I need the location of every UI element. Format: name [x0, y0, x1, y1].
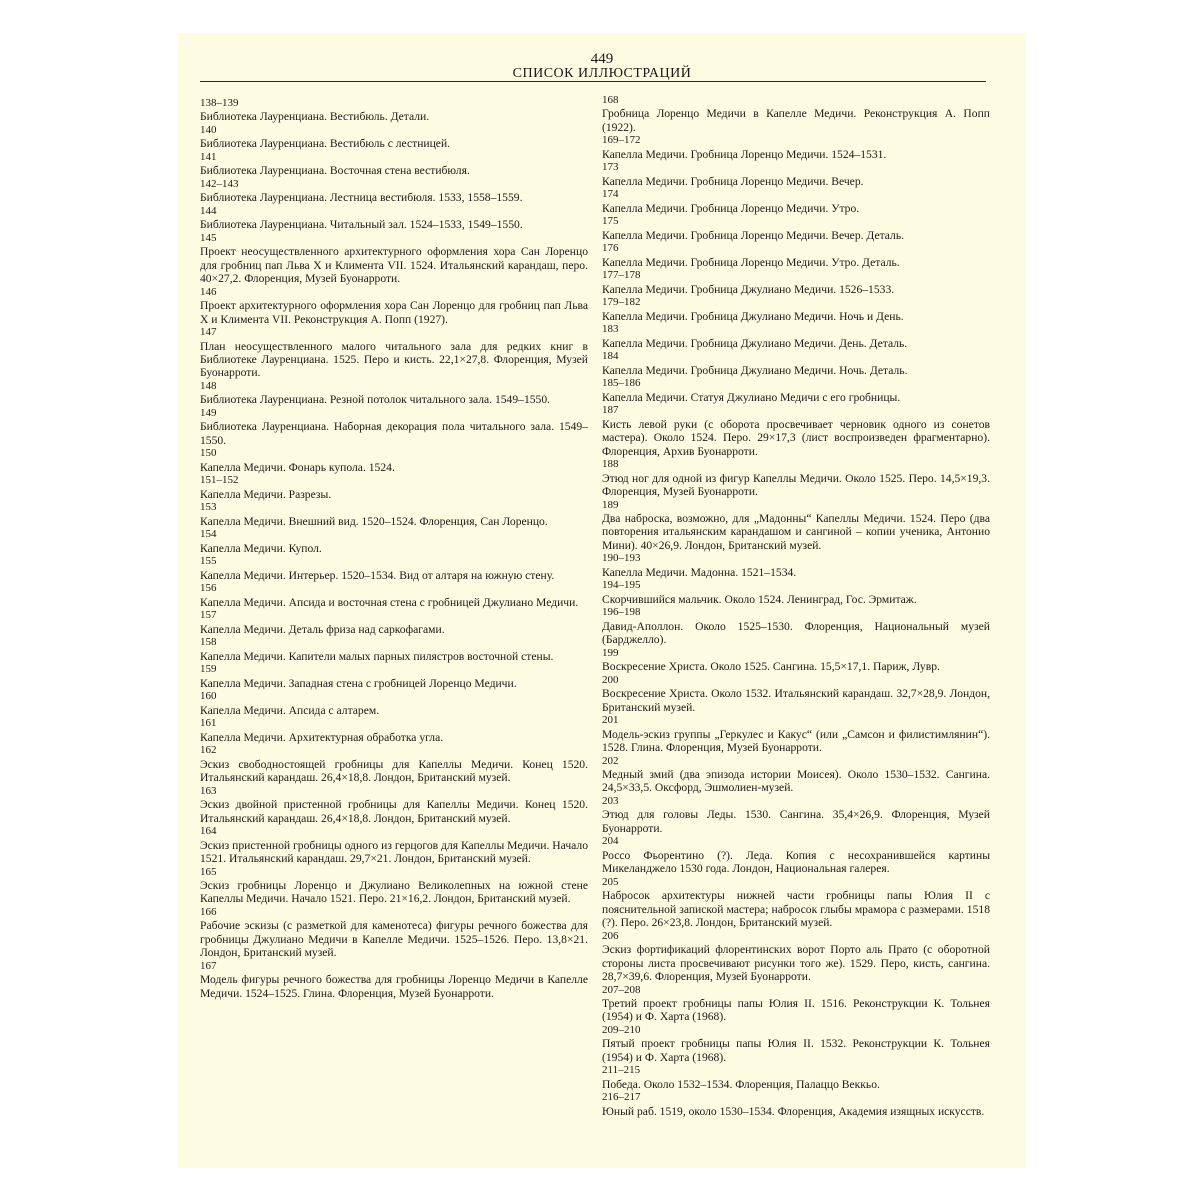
illustration-number: 176	[602, 242, 619, 255]
illustration-number: 199	[602, 646, 619, 659]
illustration-entry	[200, 151, 588, 178]
illustration-number: 164	[200, 825, 217, 838]
left-column	[200, 97, 588, 1000]
illustration-caption: Юный раб. 1519, около 1530–1534. Флоренция, Академия изящных искусств.	[602, 1104, 985, 1118]
illustration-caption: Капелла Медичи. Деталь фриза над саркофагами.	[200, 622, 445, 636]
illustration-caption: Библиотека Лауренциана. Восточная стена вестибюля.	[200, 164, 470, 178]
illustration-entry	[602, 242, 990, 269]
illustration-entry	[602, 215, 990, 242]
illustration-entry	[602, 1091, 990, 1118]
illustration-number: 185–186	[602, 377, 641, 390]
illustration-caption: Эскиз гробницы Лоренцо и Джулиано Великолепных на южной стене Капеллы Медичи. Начало 1521. Перо. 21×16,2. Лондон, Британский музей.	[200, 879, 588, 906]
illustration-number: 158	[200, 636, 217, 649]
illustration-caption: Капелла Медичи. Гробница Джулиано Медичи. 1526–1533.	[602, 282, 895, 296]
illustration-caption: Капелла Медичи. Разрезы.	[200, 487, 332, 501]
illustration-number: 173	[602, 161, 619, 174]
illustration-number: 211–215	[602, 1064, 641, 1077]
illustration-entry	[602, 1024, 990, 1064]
book-page	[178, 33, 1026, 1168]
illustration-entry	[602, 606, 990, 646]
illustration-caption: Скорчившийся мальчик. Около 1524. Ленинград, Гос. Эрмитаж.	[602, 592, 917, 606]
illustration-entry	[200, 286, 588, 326]
illustration-entry	[200, 501, 588, 528]
illustration-caption: Эскиз свободностоящей гробницы для Капеллы Медичи. Конец 1520. Итальянский карандаш. 26,4×18,8. Лондон, Британский музей.	[200, 757, 588, 785]
illustration-entry	[602, 323, 990, 350]
illustration-number: 151–152	[200, 474, 239, 487]
illustration-number: 200	[602, 673, 619, 686]
illustration-entry	[602, 269, 990, 296]
illustration-number: 207–208	[602, 983, 641, 996]
illustration-number: 183	[602, 323, 619, 336]
running-title: СПИСОК ИЛЛЮСТРАЦИЙ	[512, 66, 692, 81]
illustration-number: 145	[200, 232, 217, 244]
illustration-entry	[200, 178, 588, 205]
illustration-caption: Давид-Аполлон. Около 1525–1530. Флоренция, Национальный музей (Барджелло).	[602, 619, 990, 647]
illustration-caption: Эскиз фортификаций флорентинских ворот Порто аль Прато (с оборотной стороны листа просвечивают рисунки того же). 1529. Перо, кисть, сангина. 28,7×39,6. Флоренция, Музей Буонарроти.	[602, 943, 990, 983]
illustration-number: 147	[200, 326, 217, 339]
illustration-number: 167	[200, 959, 217, 972]
illustration-number: 150	[200, 447, 217, 460]
illustration-number: 154	[200, 528, 217, 541]
illustration-caption: Воскресение Христа. Около 1525. Сангина. 15,5×17,1. Париж, Лувр.	[602, 660, 940, 674]
illustration-entry	[602, 499, 990, 553]
illustration-entry	[200, 380, 588, 407]
right-column	[602, 94, 990, 1118]
illustration-number: 189	[602, 498, 619, 511]
illustration-number: 156	[200, 582, 217, 595]
illustration-number: 146	[200, 285, 217, 298]
illustration-caption: Пятый проект гробницы папы Юлия II. 1532. Реконструкции К. Тольнея (1954) и Ф. Харта (1968).	[602, 1037, 990, 1064]
illustration-entry	[602, 188, 990, 215]
illustration-number: 155	[200, 555, 217, 568]
illustration-caption: Набросок архитектуры нижней части гробницы папы Юлия II с пояснительной запиской мастера; набросок глыбы мрамора с размерами. 1518 (?). Перо. 26×23,8. Лондон, Британский музей.	[602, 889, 990, 930]
illustration-number: 184	[602, 350, 619, 363]
illustration-entry	[200, 407, 588, 447]
illustration-entry	[602, 647, 990, 674]
illustration-caption: Капелла Медичи. Западная стена с гробницей Лоренцо Медичи.	[200, 676, 517, 690]
illustration-entry	[200, 636, 588, 663]
illustration-entry	[602, 984, 990, 1024]
illustration-caption: Капелла Медичи. Мадонна. 1521–1534.	[602, 565, 797, 579]
illustration-caption: Эскиз двойной пристенной гробницы для Капеллы Медичи. Конец 1520. Итальянский карандаш. 26,4×18,8. Лондон, Британский музей.	[200, 798, 588, 825]
illustration-number: 174	[602, 188, 619, 201]
illustration-caption: Капелла Медичи. Гробница Лоренцо Медичи. 1524–1531.	[602, 147, 887, 161]
illustration-caption: Капелла Медичи. Интерьер. 1520–1534. Вид от алтаря на южную стену.	[200, 568, 555, 582]
illustration-caption: Капелла Медичи. Гробница Лоренцо Медичи. Вечер.	[602, 174, 864, 188]
illustration-caption: Библиотека Лауренциана. Читальный зал. 1524–1533, 1549–1550.	[200, 218, 523, 232]
illustration-entry	[200, 663, 588, 690]
illustration-number: 204	[602, 835, 619, 848]
illustration-number: 203	[602, 795, 619, 808]
illustration-number: 190–193	[602, 552, 641, 565]
illustration-number: 177–178	[602, 269, 641, 282]
illustration-caption: Третий проект гробницы папы Юлия II. 1516. Реконструкции К. Тольнея (1954) и Ф. Харта (1968).	[602, 996, 990, 1024]
illustration-caption: Кисть левой руки (с оборота просвечивает черновик одного из сонетов мастера). Около 1524. Перо. 29×17,3 (лист воспроизведен фрагментарно). Флоренция, Архив Буонарроти.	[602, 417, 990, 458]
illustration-caption: Капелла Медичи. Капители малых парных пилястров восточной стены.	[200, 649, 554, 663]
illustration-entry	[200, 609, 588, 636]
illustration-number: 148	[200, 380, 217, 393]
illustration-number: 205	[602, 875, 619, 888]
illustration-caption: Рабочие эскизы (с разметкой для каменотеса) фигуры речного божества для гробницы Джулиано Медичи в Капелле Медичи. 1525–1526. Перо. 13,8×21. Лондон, Британский музей.	[200, 919, 588, 960]
illustration-caption: План неосуществленного малого читального зала для редких книг в Библиотеке Лауренциана. 1525. Перо и кисть. 22,1×27,8. Флоренция, Музей Буонарроти.	[200, 339, 588, 380]
illustration-entry	[200, 124, 588, 151]
illustration-entry	[200, 960, 588, 1000]
illustration-number: 196–198	[602, 606, 641, 619]
illustration-caption: Капелла Медичи. Гробница Джулиано Медичи. Ночь и День.	[602, 309, 904, 323]
illustration-caption: Этюд ног для одной из фигур Капеллы Медичи. Около 1525. Перо. 14,5×19,3. Флоренция, Музей Буонарроти.	[602, 471, 990, 499]
illustration-caption: Библиотека Лауренциана. Резной потолок читального зала. 1549–1550.	[200, 393, 551, 407]
illustration-number: 163	[200, 784, 217, 797]
illustration-caption: Медный змий (два эпизода истории Моисея). Около 1530–1532. Сангина. 24,5×33,5. Оксфорд, Эшмолиен-музей.	[602, 768, 990, 795]
illustration-entry	[200, 528, 588, 555]
illustration-number: 194–195	[602, 579, 641, 592]
illustration-number: 168	[602, 94, 619, 106]
illustration-number: 166	[200, 906, 217, 919]
illustration-number: 169–172	[602, 134, 641, 147]
illustration-caption: Капелла Медичи. Апсида с алтарем.	[200, 703, 380, 717]
illustration-caption: Гробница Лоренцо Медичи в Капелле Медичи. Реконструкция А. Попп (1922).	[602, 107, 990, 134]
illustration-number: 206	[602, 929, 619, 942]
illustration-number: 144	[200, 205, 217, 217]
illustration-caption: Капелла Медичи. Купол.	[200, 541, 322, 555]
illustration-caption: Капелла Медичи. Гробница Лоренцо Медичи. Вечер. Деталь.	[602, 228, 905, 242]
illustration-caption: Капелла Медичи. Гробница Джулиано Медичи. День. Деталь.	[602, 336, 908, 350]
illustration-caption: Модель фигуры речного божества для гробницы Лоренцо Медичи в Капелле Медичи. 1524–1525. Глина. Флоренция, Музей Буонарроти.	[200, 973, 588, 1000]
illustration-caption: Капелла Медичи. Статуя Джулиано Медичи с его гробницы.	[602, 390, 901, 404]
illustration-number: 138–139	[200, 97, 239, 109]
illustration-caption: Проект неосуществленного архитектурного оформления хора Сан Лоренцо для гробниц пап Льва X и Климента VII. 1524. Итальянский карандаш, перо. 40×27,2. Флоренция, Музей Буонарроти.	[200, 245, 588, 286]
page-number: 449	[590, 51, 614, 67]
illustration-caption: Капелла Медичи. Гробница Лоренцо Медичи. Утро. Деталь.	[602, 255, 900, 269]
illustration-entry	[200, 232, 588, 286]
illustration-entry	[602, 94, 990, 134]
illustration-caption: Капелла Медичи. Гробница Джулиано Медичи. Ночь. Деталь.	[602, 363, 908, 377]
illustration-entry	[602, 674, 990, 714]
illustration-entry	[200, 205, 588, 232]
illustration-entry	[200, 474, 588, 501]
illustration-entry	[602, 296, 990, 323]
illustration-number: 201	[602, 714, 619, 727]
illustration-entry	[200, 744, 588, 784]
illustration-caption: Модель-эскиз группы „Геркулес и Какус“ (или „Самсон и филистимлянин“). 1528. Глина. Флоренция, Музей Буонарроти.	[602, 727, 990, 755]
illustration-caption: Капелла Медичи. Архитектурная обработка угла.	[200, 730, 444, 744]
illustration-caption: Библиотека Лауренциана. Наборная декорация пола читального зала. 1549–1550.	[200, 420, 588, 447]
illustration-number: 162	[200, 744, 217, 757]
illustration-entry	[200, 825, 588, 865]
illustration-entry	[602, 795, 990, 835]
illustration-entry	[602, 930, 990, 984]
illustration-entry	[200, 326, 588, 380]
illustration-number: 159	[200, 663, 217, 676]
illustration-number: 175	[602, 215, 619, 228]
illustration-caption: Библиотека Лауренциана. Лестница вестибюля. 1533, 1558–1559.	[200, 191, 523, 205]
illustration-entry	[200, 582, 588, 609]
illustration-number: 149	[200, 407, 217, 420]
illustration-entry	[602, 714, 990, 754]
illustration-caption: Капелла Медичи. Фонарь купола. 1524.	[200, 460, 395, 474]
illustration-entry	[200, 690, 588, 717]
illustration-number: 187	[602, 404, 619, 417]
illustration-entry	[200, 447, 588, 474]
illustration-caption: Капелла Медичи. Апсида и восточная стена с гробницей Джулиано Медичи.	[200, 595, 579, 609]
illustration-entry	[602, 161, 990, 188]
illustration-entry	[602, 876, 990, 930]
illustration-entry	[602, 1064, 990, 1091]
illustration-caption: Библиотека Лауренциана. Вестибюль с лестницей.	[200, 137, 451, 151]
illustration-number: 165	[200, 865, 217, 878]
illustration-entry	[200, 97, 588, 124]
illustration-number: 141	[200, 151, 217, 163]
illustration-caption: Библиотека Лауренциана. Вестибюль. Детали.	[200, 110, 430, 124]
illustration-entry	[602, 755, 990, 795]
illustration-number: 209–210	[602, 1023, 641, 1036]
illustration-number: 157	[200, 609, 217, 622]
illustration-number: 188	[602, 458, 619, 471]
illustration-entry	[602, 835, 990, 875]
illustration-entry	[200, 717, 588, 744]
illustration-caption: Этюд для головы Леды. 1530. Сангина. 35,4×26,9. Флоренция, Музей Буонарроти.	[602, 808, 990, 835]
illustration-number: 216–217	[602, 1091, 641, 1104]
illustration-caption: Воскресение Христа. Около 1532. Итальянский карандаш. 32,7×28,9. Лондон, Британский музей.	[602, 687, 990, 714]
illustration-caption: Капелла Медичи. Гробница Лоренцо Медичи. Утро.	[602, 201, 860, 215]
illustration-entry	[200, 785, 588, 825]
illustration-entry	[602, 350, 990, 377]
illustration-caption: Россо Фьорентино (?). Леда. Копия с несохранившейся картины Микеланджело 1530 года. Лондон, Национальная галерея.	[602, 848, 990, 876]
illustration-entry	[602, 458, 990, 498]
illustration-entry	[602, 377, 990, 404]
illustration-number: 202	[602, 754, 619, 767]
illustration-entry	[200, 555, 588, 582]
illustration-number: 153	[200, 501, 217, 514]
header-rule	[200, 81, 986, 82]
illustration-entry	[602, 552, 990, 579]
illustration-caption: Капелла Медичи. Внешний вид. 1520–1524. Флоренция, Сан Лоренцо.	[200, 514, 548, 528]
illustration-entry	[602, 404, 990, 458]
illustration-number: 142–143	[200, 178, 239, 190]
illustration-caption: Эскиз пристенной гробницы одного из герцогов для Капеллы Медичи. Начало 1521. Итальянский карандаш. 29,7×21. Лондон, Британский музей.	[200, 838, 588, 866]
illustration-caption: Победа. Около 1532–1534. Флоренция, Палаццо Веккьо.	[602, 1077, 880, 1091]
illustration-caption: Два наброска, возможно, для „Мадонны“ Капеллы Медичи. 1524. Перо (два повторения итальянским карандашом и сангиной – копии ученика, Антонио Мини). 40×26,9. Лондон, Британский музей.	[602, 512, 990, 552]
illustration-number: 179–182	[602, 296, 641, 309]
illustration-entry	[602, 134, 990, 161]
illustration-entry	[200, 906, 588, 960]
illustration-number: 161	[200, 717, 217, 730]
illustration-number: 160	[200, 690, 217, 703]
illustration-entry	[602, 579, 990, 606]
illustration-number: 140	[200, 124, 217, 136]
illustration-caption: Проект архитектурного оформления хора Сан Лоренцо для гробниц пап Льва X и Климента VII. Реконструкция А. Попп (1927).	[200, 299, 588, 326]
illustration-entry	[200, 866, 588, 906]
